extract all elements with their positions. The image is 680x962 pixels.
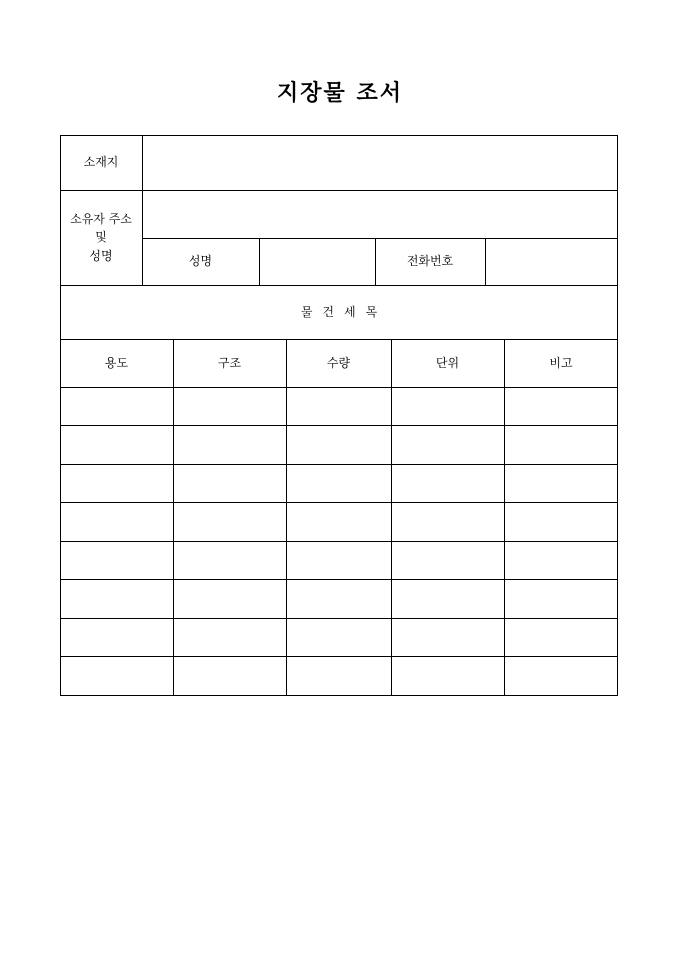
location-field[interactable]: [142, 135, 618, 190]
owner-address-field[interactable]: [142, 190, 618, 238]
table-cell-structure[interactable]: [173, 502, 286, 541]
table-cell-structure[interactable]: [173, 425, 286, 464]
document-title: 지장물 조서: [277, 80, 403, 106]
header-structure: 구조: [217, 355, 242, 370]
table-cell-structure[interactable]: [173, 579, 286, 618]
table-cell-unit[interactable]: [391, 541, 504, 579]
table-cell-usage[interactable]: [60, 618, 173, 656]
table-cell-structure[interactable]: [173, 541, 286, 579]
owner-label: 소유자 주소 및 성명: [70, 211, 132, 263]
table-cell-usage[interactable]: [60, 425, 173, 464]
items-table: [60, 339, 618, 696]
table-cell-remarks[interactable]: [504, 502, 618, 541]
table-cell-quantity[interactable]: [286, 387, 391, 425]
header-remarks: 비고: [549, 355, 573, 370]
table-cell-unit[interactable]: [391, 579, 504, 618]
table-cell-usage[interactable]: [60, 541, 173, 579]
table-cell-usage[interactable]: [60, 387, 173, 425]
header-usage: 용도: [104, 355, 129, 370]
table-cell-unit[interactable]: [391, 656, 504, 696]
table-cell-remarks[interactable]: [504, 579, 618, 618]
table-cell-remarks[interactable]: [504, 656, 618, 696]
table-cell-unit[interactable]: [391, 387, 504, 425]
table-cell-unit[interactable]: [391, 502, 504, 541]
table-cell-quantity[interactable]: [286, 618, 391, 656]
table-cell-remarks[interactable]: [504, 464, 618, 502]
table-cell-quantity[interactable]: [286, 541, 391, 579]
table-cell-structure[interactable]: [173, 464, 286, 502]
table-cell-usage[interactable]: [60, 502, 173, 541]
table-cell-unit[interactable]: [391, 618, 504, 656]
name-label: 성명: [188, 254, 213, 269]
table-cell-quantity[interactable]: [286, 464, 391, 502]
items-section-heading: 물건세목: [300, 304, 388, 319]
table-cell-unit[interactable]: [391, 464, 504, 502]
table-cell-usage[interactable]: [60, 464, 173, 502]
table-cell-remarks[interactable]: [504, 618, 618, 656]
table-cell-quantity[interactable]: [286, 579, 391, 618]
phone-label: 전화번호: [406, 254, 454, 269]
table-cell-quantity[interactable]: [286, 425, 391, 464]
table-cell-usage[interactable]: [60, 579, 173, 618]
table-cell-quantity[interactable]: [286, 656, 391, 696]
table-cell-structure[interactable]: [173, 387, 286, 425]
name-field[interactable]: [259, 238, 375, 285]
table-cell-remarks[interactable]: [504, 387, 618, 425]
header-unit: 단위: [435, 355, 460, 370]
table-cell-structure[interactable]: [173, 656, 286, 696]
table-cell-quantity[interactable]: [286, 502, 391, 541]
location-label: 소재지: [83, 155, 119, 170]
table-cell-unit[interactable]: [391, 425, 504, 464]
phone-field[interactable]: [485, 238, 618, 285]
table-cell-remarks[interactable]: [504, 541, 618, 579]
table-cell-remarks[interactable]: [504, 425, 618, 464]
header-quantity: 수량: [326, 355, 351, 370]
table-cell-usage[interactable]: [60, 656, 173, 696]
table-cell-structure[interactable]: [173, 618, 286, 656]
